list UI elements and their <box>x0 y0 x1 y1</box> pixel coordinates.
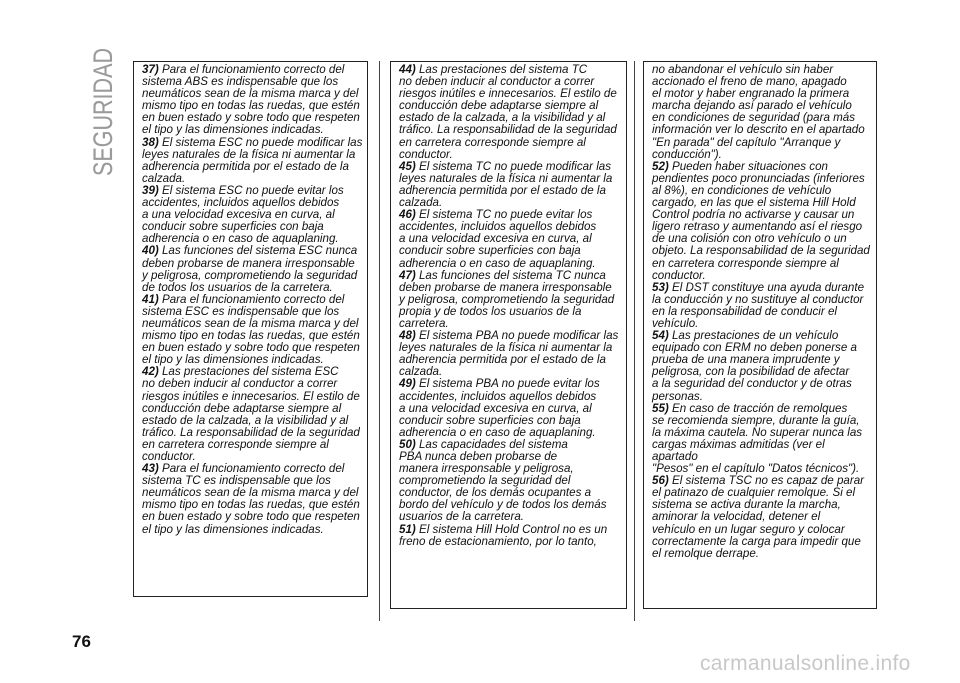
warning-note <box>142 137 363 185</box>
warning-note <box>399 524 622 548</box>
warning-note <box>142 463 363 536</box>
note-text: Las prestaciones del sistema TC no deben inducir al conductor a correr riesgos inútiles e innecesarios. El estilo de conducción debe adaptarse siempre al estado de la calzada, a la visibilidad y al tráfico. La responsabilidad de la seguridad en carretera corresponde siempre al conductor. <box>399 63 617 161</box>
note-text: Para el funcionamiento correcto del sistema ESC es indispensable que los neumáticos sean de la misma marca y del mismo tipo en todas las ruedas, que estén en buen estado y sobre todo que respeten el tipo y las dimensiones indicadas. <box>142 292 360 367</box>
note-number: 54) <box>652 329 669 343</box>
note-number: 55) <box>652 401 669 415</box>
note-number: 38) <box>142 135 159 149</box>
note-number: 47) <box>399 268 416 282</box>
note-text: El sistema PBA no puede evitar los accidentes, incluidos aquellos debidos a una velocidad excesiva en curva, al conducir sobre superficies con baja adherencia o en caso de aquaplaning. <box>399 377 600 439</box>
warning-note <box>399 270 622 330</box>
note-text: Para el funcionamiento correcto del sistema ABS es indispensable que los neumáticos sean de la misma marca y del mismo tipo en todas las ruedas, que estén en buen estado y sobre todo que respeten el tipo y las dimensiones indicadas. <box>142 63 360 137</box>
note-text: El sistema TSC no es capaz de parar el patinazo de cualquier remolque. Si el sistema se activa durante la marcha, aminorar la velocidad, detener el vehículo en un lugar seguro y colocar correctamente la carga para impedir que el remolque derrape. <box>652 474 865 560</box>
note-number: 53) <box>652 280 669 294</box>
note-text: Pueden haber situaciones con pendientes poco pronunciadas (inferiores al 8%), en condiciones de vehículo cargado, en las que el sistema Hill Hold Control podría no activarse y causar un ligero retraso y aumentando así el riesgo de una colisión con otro vehículo o un objeto. La responsabilidad de la seguridad en carretera corresponde siempre al conductor. <box>652 159 870 282</box>
note-text: Las funciones del sistema TC nunca deben probarse de manera irresponsable y peligrosa, comprometiendo la seguridad propia y de todos los usuarios de la carretera. <box>399 268 615 330</box>
note-number: 51) <box>399 522 416 536</box>
page-number: 76 <box>72 632 91 651</box>
note-text: Las prestaciones del sistema ESC no deben inducir al conductor a correr riesgos inútiles e innecesarios. El estilo de conducción debe adaptarse siempre al estado de la calzada, a la visibilidad y al tráfico. La responsabilidad de la seguridad en carretera corresponde siempre al conductor. <box>142 365 360 463</box>
note-number: 46) <box>399 208 416 222</box>
note-number: 52) <box>652 159 669 173</box>
warning-note <box>399 378 622 438</box>
warnings-column-1 <box>133 61 368 597</box>
warning-note <box>399 64 622 161</box>
note-number: 37) <box>142 63 159 76</box>
warning-note <box>652 161 872 282</box>
warning-note <box>142 366 363 463</box>
column-separator <box>634 61 635 621</box>
warning-note <box>399 209 622 269</box>
warning-note <box>652 330 872 403</box>
note-text: El sistema Hill Hold Control no es un freno de estacionamiento, por lo tanto, <box>399 522 608 548</box>
warning-note <box>652 403 872 476</box>
note-text: Las prestaciones de un vehículo equipado con ERM no deben ponerse a prueba de una manera imprudente y peligrosa, con la posibilidad de afectar a la seguridad del conductor y de otras personas. <box>652 329 857 403</box>
note-text: Las capacidades del sistema PBA nunca deben probarse de manera irresponsable y peligrosa, comprometiendo la seguridad del conductor, de los demás ocupantes a bordo del vehículo y de todos los demás usuarios de la carretera. <box>399 437 607 524</box>
warning-note <box>142 64 363 137</box>
note-text: no abandonar el vehículo sin haber accionado el freno de mano, apagado el motor y haber engranado la primera marcha dejando así parado el vehículo en condiciones de seguridad (para más información ver lo descrito en el apartado "En parada" del capítulo "Arranque y conducción"). <box>652 63 865 161</box>
warning-note <box>399 161 622 209</box>
note-text: El sistema PBA no puede modificar las leyes naturales de la física ni aumentar la adherencia permitida por el estado de la calzada. <box>399 329 619 379</box>
warning-note <box>399 439 622 524</box>
note-number: 41) <box>142 292 159 306</box>
note-text: El DST constituye una ayuda durante la conducción y no sustituye al conductor en la responsabilidad de conducir el vehículo. <box>652 280 865 330</box>
warning-note <box>652 282 872 330</box>
section-title <box>72 48 120 176</box>
note-number: 49) <box>399 377 416 391</box>
warnings-column-3 <box>643 61 877 609</box>
note-text: El sistema ESC no puede evitar los accidentes, incluidos aquellos debidos a una velocidad excesiva en curva, al conducir sobre superficies con baja adherencia o en caso de aquaplaning. <box>142 183 344 246</box>
note-number: 45) <box>399 159 416 173</box>
note-text: El sistema ESC no puede modificar las leyes naturales de la física ni aumentar la adherencia permitida por el estado de la calzada. <box>142 135 363 185</box>
note-number: 40) <box>142 244 159 258</box>
warning-note <box>652 475 872 560</box>
note-number: 56) <box>652 474 669 488</box>
note-number: 43) <box>142 462 159 476</box>
warning-note <box>142 294 363 367</box>
note-number: 42) <box>142 365 159 379</box>
note-number: 48) <box>399 329 416 343</box>
note-text: Para el funcionamiento correcto del sistema TC es indispensable que los neumáticos sean de la misma marca y del mismo tipo en todas las ruedas, que estén en buen estado y sobre todo que respeten el tipo y las dimensiones indicadas. <box>142 462 360 536</box>
warnings-column-2 <box>390 61 627 609</box>
note-number: 50) <box>399 437 416 451</box>
note-number: 39) <box>142 183 159 197</box>
watermark: carmanualsonline.info <box>700 652 911 675</box>
note-text: El sistema TC no puede evitar los accidentes, incluidos aquellos debidos a una velocidad excesiva en curva, al conducir sobre superficies con baja adherencia o en caso de aquaplaning. <box>399 208 597 270</box>
warning-note <box>142 185 363 245</box>
section-title-text: SEGURIDAD <box>88 48 118 176</box>
note-text: Las funciones del sistema ESC nunca deben probarse de manera irresponsable y peligrosa, comprometiendo la seguridad de todos los usuarios de la carretera. <box>142 244 358 294</box>
warning-note <box>399 330 622 378</box>
note-text: En caso de tracción de remolques se recomienda siempre, durante la guía, la máxima cautela. No superar nunca las cargas máximas admitidas (ver el apartado "Pesos" en el capítulo "Datos técnicos"). <box>652 401 863 476</box>
column-separator <box>379 61 380 621</box>
warning-note <box>142 245 363 293</box>
note-text: El sistema TC no puede modificar las leyes naturales de la física ni aumentar la adherencia permitida por el estado de la calzada. <box>399 159 613 210</box>
note-number: 44) <box>399 63 416 76</box>
warning-note <box>652 64 872 161</box>
